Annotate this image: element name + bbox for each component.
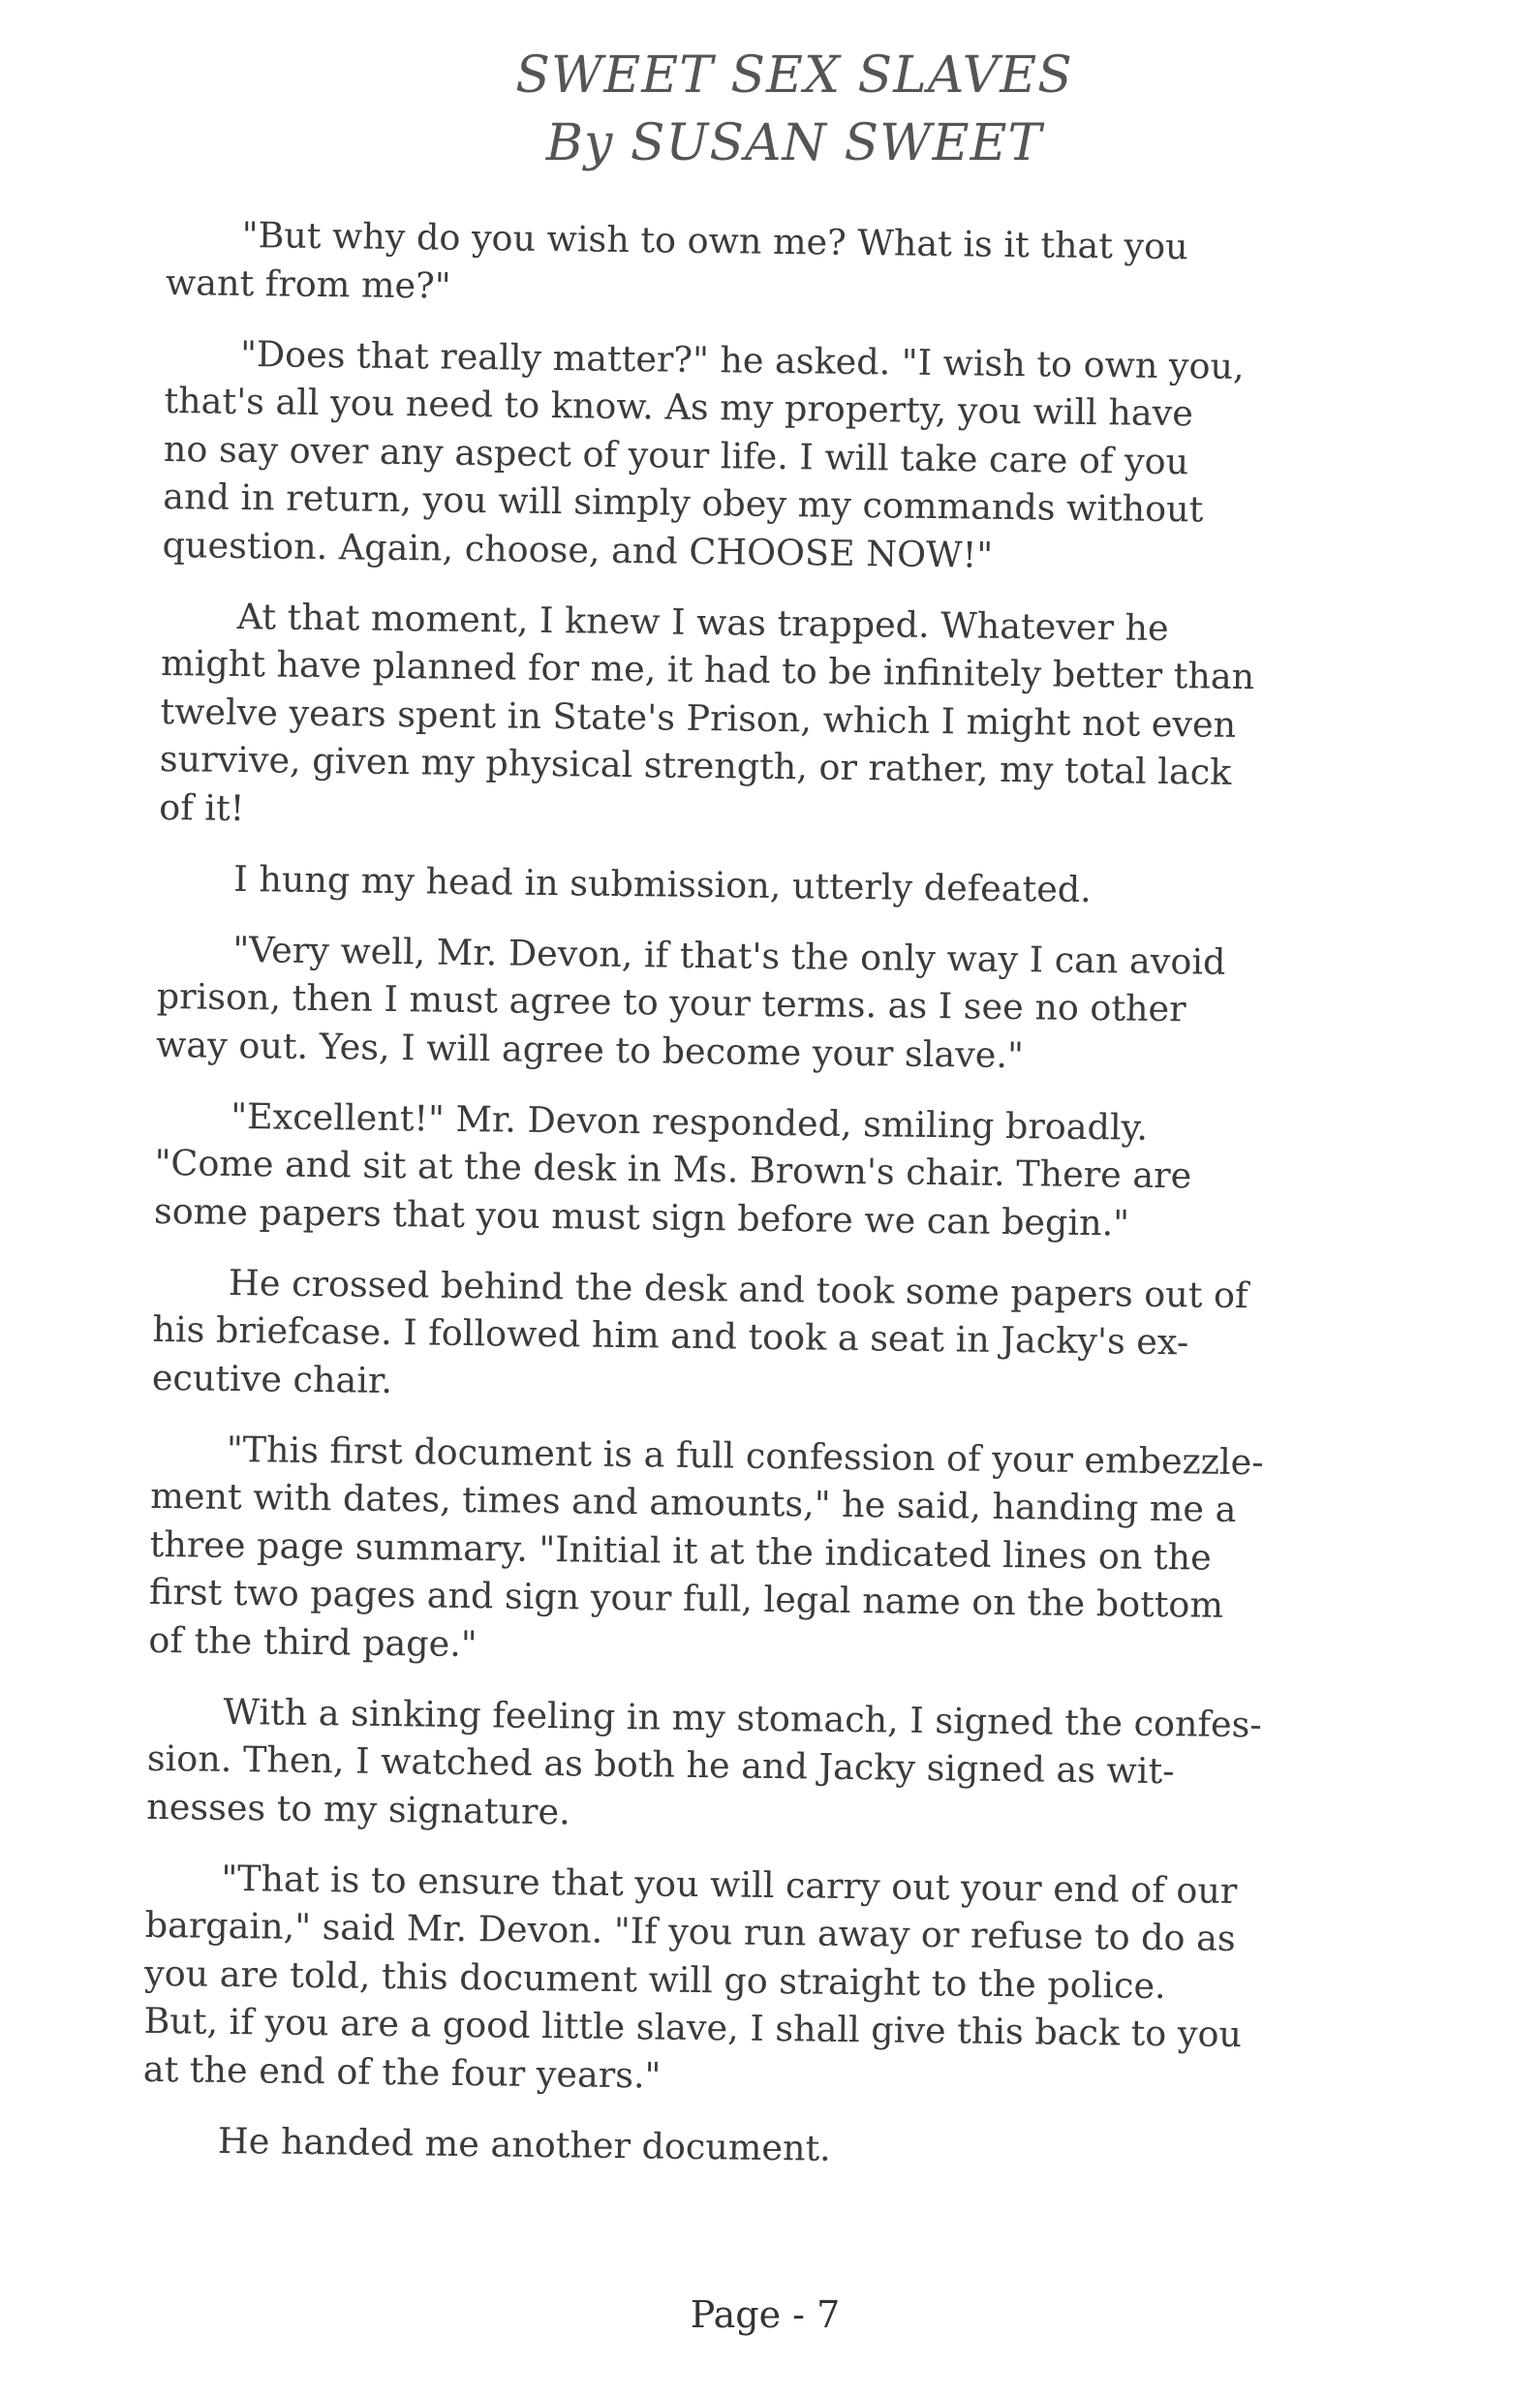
text-line: and in return, you will simply obey my commands without [163,475,1204,531]
text-line: "Excellent!" Mr. Devon responded, smiling broadly. [230,1094,1149,1149]
text-line: "Does that really matter?" he asked. "I wish to own you, [239,332,1245,387]
text-line: ecutive chair. [151,1356,393,1401]
text-line: way out. Yes, I will agree to become your slave." [155,1023,1025,1076]
text-line: of it! [158,785,245,829]
text-line: three page summary. "Initial it at the indicated lines on the [149,1522,1213,1579]
paragraph [146,1686,1388,1846]
text-line: no say over any aspect of your life. I will take care of you [163,427,1189,482]
text-line: With a sinking feeling in my stomach, I signed the confes- [223,1690,1262,1745]
paragraph [156,924,1398,1084]
text-line: He crossed behind the desk and took some papers out of [228,1261,1248,1316]
paragraph [143,1853,1386,2108]
story-byline: By SUSAN SWEET [545,114,1043,172]
story-title: SWEET SEX SLAVES [515,46,1073,105]
text-line: "But why do you wish to own me? What is it that you [241,213,1188,268]
text-line: might have planned for me, it had to be infinitely better than [160,641,1255,698]
paragraph [158,853,1399,917]
text-line: question. Again, choose, and CHOOSE NOW!" [162,523,994,576]
text-line: "This first document is a full confession of your embezzle- [226,1428,1264,1483]
paragraph [148,1424,1391,1679]
text-line: want from me?" [165,261,451,307]
paragraph [154,1091,1396,1250]
text-line: "Very well, Mr. Devon, if that's the only way I can avoid [232,928,1226,983]
text-line: of the third page." [148,1618,477,1665]
text-line: twelve years spent in State's Prison, which I might not even [160,690,1237,746]
paragraph [152,1257,1394,1417]
text-line: at the end of the four years." [142,2047,662,2097]
text-line: At that moment, I knew I was trapped. Whatever he [236,595,1169,649]
paragraph [159,591,1401,846]
text-line: that's all you need to know. As my property, you will have [164,379,1194,435]
text-line: I hung my head in submission, utterly defeated. [233,857,1093,910]
text-line: He handed me another document. [217,2119,832,2169]
text-line: first two pages and sign your full, legal name on the bottom [148,1570,1224,1626]
text-line: his briefcase. I followed him and took a seat in Jacky's ex- [152,1307,1189,1364]
text-line: survive, given my physical strength, or rather, my total lack [159,737,1232,793]
text-line: you are told, this document will go straight to the police. [143,1951,1166,2007]
text-line: ment with dates, times and amounts," he said, handing me a [150,1474,1237,1530]
text-line: prison, then I must agree to your terms. as I see no other [156,974,1186,1030]
text-line: "That is to ensure that you will carry out your end of our [221,1857,1238,1912]
text-line: "Come and sit at the desk in Ms. Brown's chair. There are [154,1141,1192,1197]
text-line: some papers that you must sign before we can begin." [153,1189,1130,1245]
paragraph [142,2115,1383,2179]
text-line: sion. Then, I watched as both he and Jacky signed as wit- [146,1736,1175,1793]
paragraph [166,210,1406,322]
paragraph [162,328,1404,584]
story-body [141,210,1406,2201]
text-line: bargain," said Mr. Devon. "If you run away or refuse to do as [144,1903,1236,1960]
page-number: Page - 7 [690,2293,841,2336]
text-line: nesses to my signature. [146,1785,570,1832]
text-line: But, if you are a good little slave, I shall give this back to you [143,1999,1243,2056]
